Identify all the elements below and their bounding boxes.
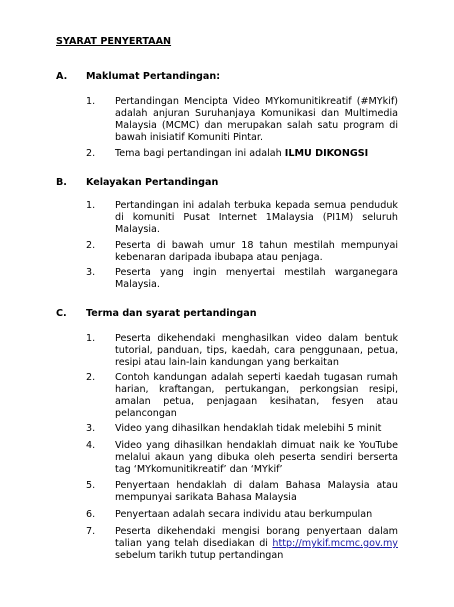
item-text: Penyertaan adalah secara individu atau berkumpulan <box>115 509 373 520</box>
item-text-plain: Tema bagi pertandingan ini adalah <box>115 148 285 159</box>
item-number: 1. <box>86 96 96 107</box>
item-text: Peserta di bawah umur 18 tahun mestilah mempunyai kebenaran daripada ibubapa atau penjaga. <box>115 240 398 263</box>
section-letter: B. <box>56 177 67 188</box>
item-text-after: sebelum tarikh tutup pertandingan <box>115 550 284 561</box>
item-text: Contoh kandungan adalah seperti kaedah tugasan rumah harian, kraftangan, pertukangan, perkongsian resipi, amalan petua, penjagaan kesihatan, fesyen atau pelancongan <box>115 372 398 419</box>
theme-name: ILMU DIKONGSI <box>284 148 369 159</box>
item-text: Video yang dihasilkan hendaklah tidak melebihi 5 minit <box>115 423 382 434</box>
item-text <box>115 526 398 562</box>
item-number: 5. <box>86 480 96 491</box>
item-number: 4. <box>86 440 96 451</box>
item-number: 2. <box>86 148 96 159</box>
section-letter: A. <box>56 71 68 82</box>
item-text: Peserta dikehendaki menghasilkan video dalam bentuk tutorial, panduan, tips, kaedah, cara penggunaan, petua, resipi atau lain-lain kandungan yang berkaitan <box>115 333 398 368</box>
item-text: Peserta yang ingin menyertai mestilah warganegara Malaysia. <box>115 267 398 290</box>
document-title: SYARAT PENYERTAAN <box>56 36 172 47</box>
section-title: Maklumat Pertandingan: <box>86 71 221 82</box>
item-number: 7. <box>86 526 96 537</box>
section-letter: C. <box>56 308 67 319</box>
item-number: 1. <box>86 200 96 211</box>
item-text: Pertandingan ini adalah terbuka kepada semua penduduk di komuniti Pusat Internet 1Malaysia (PI1M) seluruh Malaysia. <box>115 200 398 235</box>
item-text: Penyertaan hendaklah di dalam Bahasa Malaysia atau mempunyai sarikata Bahasa Malaysia <box>115 480 398 503</box>
item-text: Pertandingan Mencipta Video MYkomunitikreatif (#MYkif) adalah anjuran Suruhanjaya Komunikasi dan Multimedia Malaysia (MCMC) dan merupakan salah satu program di bawah inisiatif Komuniti Pintar. <box>115 96 398 143</box>
item-number: 2. <box>86 240 96 251</box>
item-text: Video yang dihasilkan hendaklah dimuat naik ke YouTube melalui akaun yang dibuka oleh peserta sendiri berserta tag ‘MYkomunitikreatif’ dan ‘MYkif’ <box>115 440 398 475</box>
item-number: 2. <box>86 372 96 383</box>
item-number: 6. <box>86 509 96 520</box>
item-number: 3. <box>86 267 96 278</box>
item-text <box>115 148 398 160</box>
section-title: Terma dan syarat pertandingan <box>86 308 257 319</box>
item-text-before: Peserta dikehendaki mengisi borang penyertaan dalam talian yang telah disediakan di <box>115 526 398 549</box>
item-number: 1. <box>86 333 96 344</box>
item-number: 3. <box>86 423 96 434</box>
section-title: Kelayakan Pertandingan <box>86 177 219 188</box>
registration-link[interactable]: http://mykif.mcmc.gov.my <box>272 538 398 549</box>
